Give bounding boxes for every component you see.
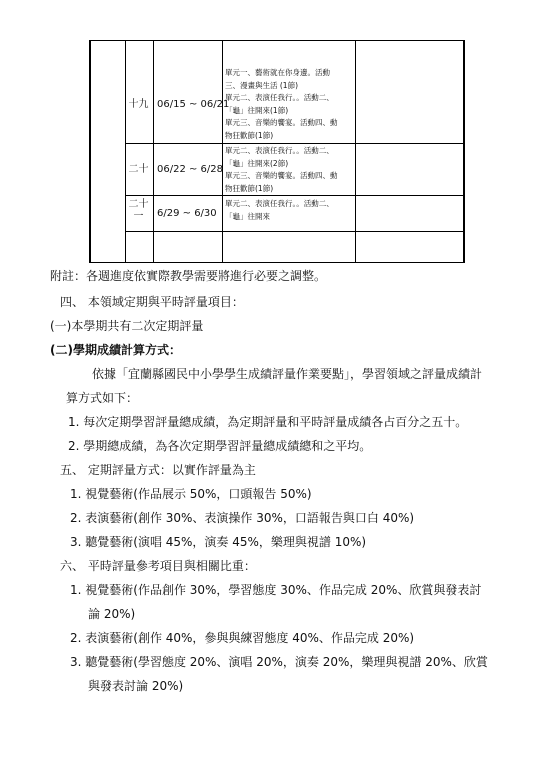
table-divider <box>125 41 126 262</box>
content-line: 單元二、表演任我行。。活動二、 <box>225 93 334 102</box>
table-divider <box>125 231 463 232</box>
table-divider <box>125 195 463 196</box>
content-line: 單元二、表演任我行。。活動二、 <box>225 199 334 208</box>
section-heading-6: 六、 平時評量參考項目與相關比重： <box>60 559 256 573</box>
subsection-heading: (二)學期成績計算方式： <box>50 343 181 357</box>
week-number <box>125 199 152 223</box>
content-line: 「龜」往開來(1節) <box>225 105 289 115</box>
week-content <box>225 145 375 195</box>
list-item-continuation: 論 20%) <box>88 607 136 621</box>
section-heading-4: 四、 本領域定期與平時評量項目： <box>60 295 244 309</box>
list-item: 3. 聽覺藝術(演唱 45%，演奏 45%，樂理與視譜 10%) <box>70 535 367 549</box>
week-content <box>225 198 375 223</box>
schedule-note: 附註：各週進度依實際教學需要將進行必要之調整。 <box>50 269 327 283</box>
schedule-table <box>89 40 465 263</box>
list-item: 3. 聽覺藝術(學習態度 20%、演唱 20%，演奏 20%，樂理與視譜 20%、欣賞 <box>70 655 488 669</box>
content-line: 三、漫畫與生活 (1節) <box>225 80 299 90</box>
content-line: 「龜」往開來 <box>225 211 270 221</box>
table-divider <box>125 143 463 144</box>
content-line: 單元三、音樂的饗宴。活動四、動 <box>225 171 338 180</box>
content-line: 單元三、音樂的饗宴。活動四、動 <box>225 118 338 127</box>
week-content <box>225 67 375 142</box>
list-item: 2. 表演藝術(創作 30%、表演操作 30%，口語報告與口白 40%) <box>70 511 415 525</box>
table-divider <box>222 41 223 262</box>
week-number-line: 二十 <box>128 199 149 210</box>
list-item: 1. 每次定期學習評量總成績，為定期評量和平時評量成績各占百分之五十。 <box>68 415 468 429</box>
content-line: 「龜」往開來(2節) <box>225 158 289 168</box>
week-date: 6/29 ~ 6/30 <box>157 208 217 219</box>
section-heading-5: 五、 定期評量方式：以實作評量為主 <box>60 463 256 477</box>
content-line: 物狂歡節(1節) <box>225 183 274 193</box>
week-number: 二十 <box>128 164 149 175</box>
week-number: 十九 <box>128 99 149 110</box>
list-item: 1. 視覺藝術(作品展示 50%，口頭報告 50%) <box>70 487 312 501</box>
list-item: 2. 學期總成績，為各次定期學習評量總成績總和之平均。 <box>68 439 372 453</box>
week-date: 06/22 ~ 6/28 <box>157 164 224 175</box>
content-line: 單元二、表演任我行。。活動二、 <box>225 146 334 155</box>
list-item-continuation: 與發表討論 20%) <box>88 679 184 693</box>
paragraph-line: 算方式如下： <box>66 391 139 405</box>
list-item: 1. 視覺藝術(作品創作 30%，學習態度 30%、作品完成 20%、欣賞與發表討 <box>70 583 482 597</box>
content-line: 單元一、藝術就在你身邊。活動 <box>225 68 330 77</box>
paragraph-line: 依據「宜蘭縣國民中小學學生成績評量作業要點」，學習領域之評量成績計 <box>92 367 483 381</box>
week-number-line: 一 <box>133 211 144 222</box>
table-divider <box>153 41 154 262</box>
content-line: 物狂歡節(1節) <box>225 130 274 140</box>
week-date: 06/15 ~ 06/21 <box>157 99 230 110</box>
list-item: 2. 表演藝術(創作 40%，參與與練習態度 40%、作品完成 20%) <box>70 631 415 645</box>
subsection-heading: (一)本學期共有二次定期評量 <box>50 319 204 333</box>
